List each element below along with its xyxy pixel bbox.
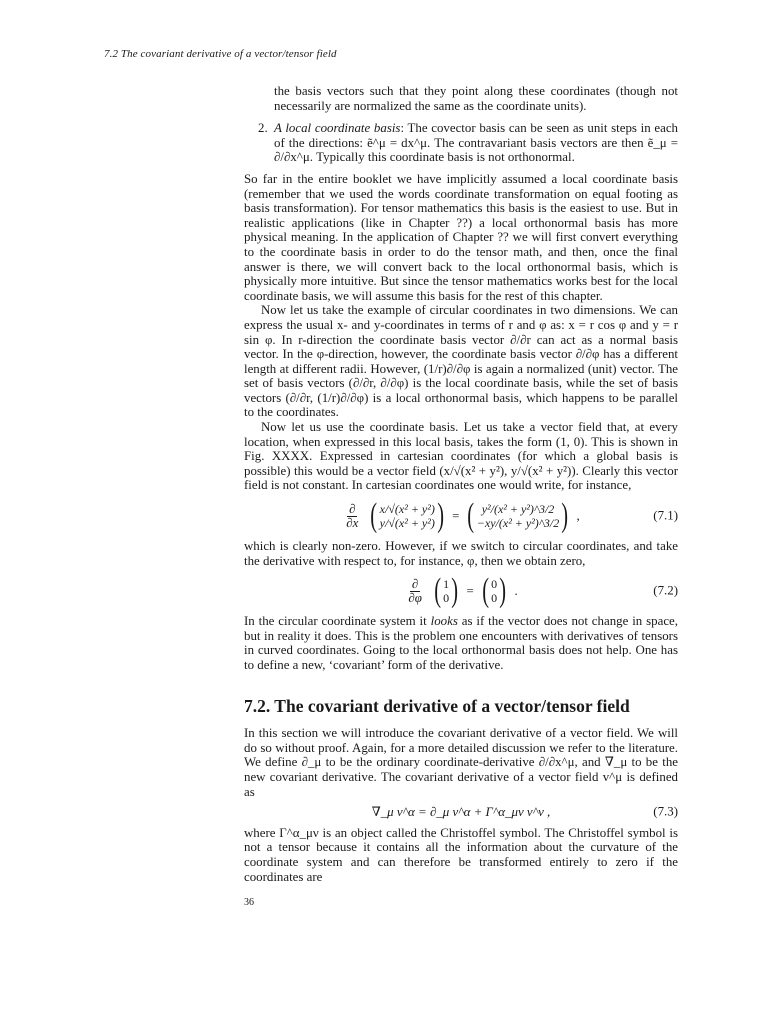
- page-body: [244, 84, 678, 884]
- paragraph: So far in the entire booklet we have implicitly assumed a local coordinate basis (remember that we used the words coordinate transformation on equal footing as basis transformation). For tensor mathematics this basis is the easiest to use. But in realistic applications (like in Chapter ??) a local orthonormal basis has more physical meaning. In the application of Chapter ?? we will first convert everything to the coordinate basis in order to do the tensor math, and then, once the final answer is there, we will convert back to the local orthonormal basis, which is physically more intuitive. But since the tensor mathematics works best for the local coordinate basis, we will assume this basis for the rest of this chapter.: [244, 171, 678, 303]
- paragraph: the basis vectors such that they point along these coordinates (though not necessarily are normalized the same as the coordinate units).: [274, 84, 678, 113]
- equation-number: (7.2): [653, 583, 678, 598]
- equation-number: (7.1): [653, 508, 678, 523]
- paragraph: Now let us take the example of circular coordinates in two dimensions. We can express the usual x- and y-coordinates in terms of r and φ as: x = r cos φ and y = r sin φ. In r-direction the coordinate basis vector ∂/∂r can act as a normal basis vector. In the φ-direction, however, the coordinate basis vector ∂/∂φ has a different length at different radii. However, (1/r)∂/∂φ is again a normalized (unit) vector. The set of basis vectors (∂/∂r, ∂/∂φ) is the local coordinate basis, while the set of basis vectors (∂/∂r, (1/r)∂/∂φ) is a local orthonormal basis, which happens to be parallel to the coordinates.: [244, 303, 678, 420]
- vector-rhs: ( y²/(x² + y²)^3/2 −xy/(x² + y²)^3/2 ): [467, 497, 569, 535]
- derivative-operator: $\frac{\partial}{\partial\varphi}$: [408, 576, 422, 605]
- list-item: [244, 121, 678, 165]
- equation-7-2: $\frac{\partial}{\partial\varphi}$ ( 1 0 ) = ( 0 0 ) . (7.2): [408, 572, 678, 610]
- paragraph: which is clearly non-zero. However, if we switch to circular coordinates, and take the derivative with respect to, for instance, φ, then we obtain zero,: [244, 539, 678, 568]
- list-item-text: : The covector basis can be seen as unit steps in each of the directions: ẽ^μ = dx^μ. The contravariant basis vectors are then ẽ_μ = ∂/∂x^μ. Typically this coordinate basis is not orthonormal.: [274, 121, 678, 165]
- equation-7-3: ∇_μ v^α = ∂_μ v^α + Γ^α_μν v^ν , (7.3): [371, 805, 678, 820]
- list-number: 2.: [258, 121, 268, 136]
- paragraph: In this section we will introduce the covariant derivative of a vector field. We will do so without proof. Again, for a more detailed discussion we refer to the literature. We define ∂_μ to be the ordinary coordinate-derivative ∂/∂x^μ, and ∇_μ to be the new covariant derivative. The covariant derivative of a vector field v^μ is defined as: [244, 726, 678, 799]
- page-number: 36: [244, 897, 254, 908]
- equation-number: (7.3): [653, 805, 678, 820]
- vector-lhs: ( x/√(x² + y²) y/√(x² + y²) ): [370, 497, 444, 535]
- paragraph: where Γ^α_μν is an object called the Christoffel symbol. The Christoffel symbol is not a tensor because it contains all the information about the curvature of the coordinate system and can therefore be transformed entirely to zero if the coordinates are: [244, 825, 678, 884]
- list-item-title: A local coordinate basis: [274, 121, 401, 136]
- equation-7-1: $\frac{\partial}{\partial x}$ ( x/√(x² + y²) y/√(x² + y²) ) = ( y²/(x² + y²)^3/2 −xy/(x² + y²)^3/2 ) , (7.1): [346, 497, 678, 535]
- section-heading: 7.2. The covariant derivative of a vector/tensor field: [244, 695, 630, 716]
- paragraph: In the circular coordinate system it looks as if the vector does not change in space, but in reality it does. This is the problem one encounters with derivatives of tensors in curved coordinates. Going to the local orthonormal basis does not help. One has to define a new, ‘covariant’ form of the derivative.: [244, 614, 678, 672]
- vector-rhs: ( 0 0 ): [482, 572, 507, 610]
- running-head: 7.2 The covariant derivative of a vector/tensor field: [104, 48, 337, 60]
- derivative-operator: $\frac{\partial}{\partial x}$: [346, 501, 359, 530]
- vector-lhs: ( 1 0 ): [434, 572, 459, 610]
- paragraph: Now let us use the coordinate basis. Let us take a vector field that, at every location, when expressed in this local basis, takes the form (1, 0). This is shown in Fig. XXXX. Expressed in cartesian coordinates (for which a global basis is possible) this would be a vector field (x/√(x² + y²), y/√(x² + y²)). Clearly this vector field is not constant. In cartesian coordinates one would write, for instance,: [244, 420, 678, 493]
